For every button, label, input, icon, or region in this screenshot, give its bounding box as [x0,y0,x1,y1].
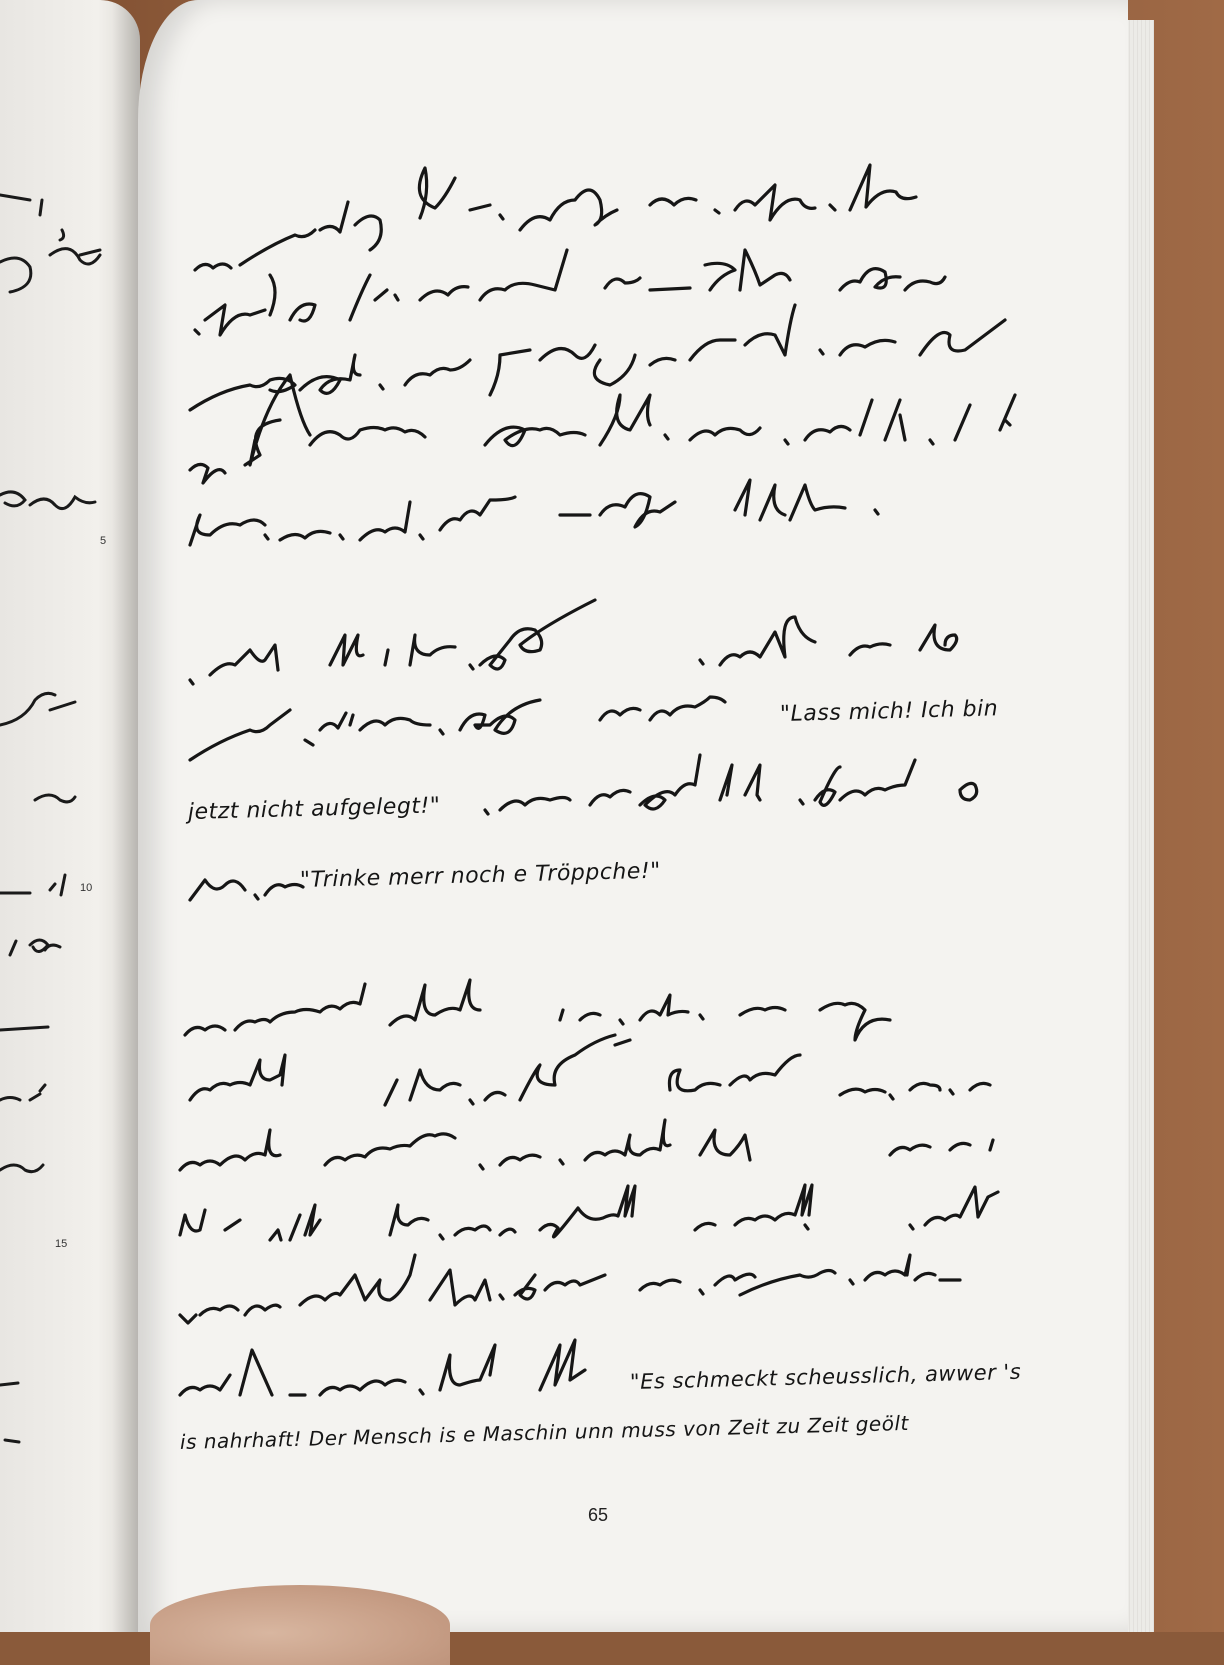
shorthand-line-5 [190,480,878,545]
transcription-3: "Trinke merr noch e Tröppche!" [299,858,662,893]
shorthand-line-14 [180,1255,960,1323]
left-line-number-5: 5 [100,535,107,547]
page-number: 65 [588,1505,609,1525]
transcription-4: "Es schmeckt scheusslich, awwer 's [629,1359,1022,1394]
left-line-number-10: 10 [80,882,93,894]
shorthand-line-13 [180,1185,998,1240]
transcription-1: "Lass mich! Ich bin [779,696,999,727]
shorthand-line-9 [190,880,303,900]
transcription-2: jetzt nicht aufgelegt!" [187,793,441,825]
shorthand-line-1 [195,165,916,270]
shorthand-line-10 [185,980,890,1040]
shorthand-line-7 [190,697,725,760]
transcription-5: is nahrhaft! Der Mensch is e Maschin unn muss von Zeit zu Zeit geölt [179,1410,910,1454]
shorthand-line-6 [190,600,957,684]
shorthand-line-2 [195,250,945,335]
shorthand-line-4 [190,375,1015,483]
shorthand-line-11 [190,1035,990,1105]
shorthand-line-15 [180,1340,585,1395]
shorthand-line-8 [485,755,977,814]
thumb [150,1585,450,1665]
left-line-number-15: 15 [55,1238,68,1250]
shorthand-line-3 [190,305,1005,410]
shorthand-line-12 [180,1120,993,1170]
